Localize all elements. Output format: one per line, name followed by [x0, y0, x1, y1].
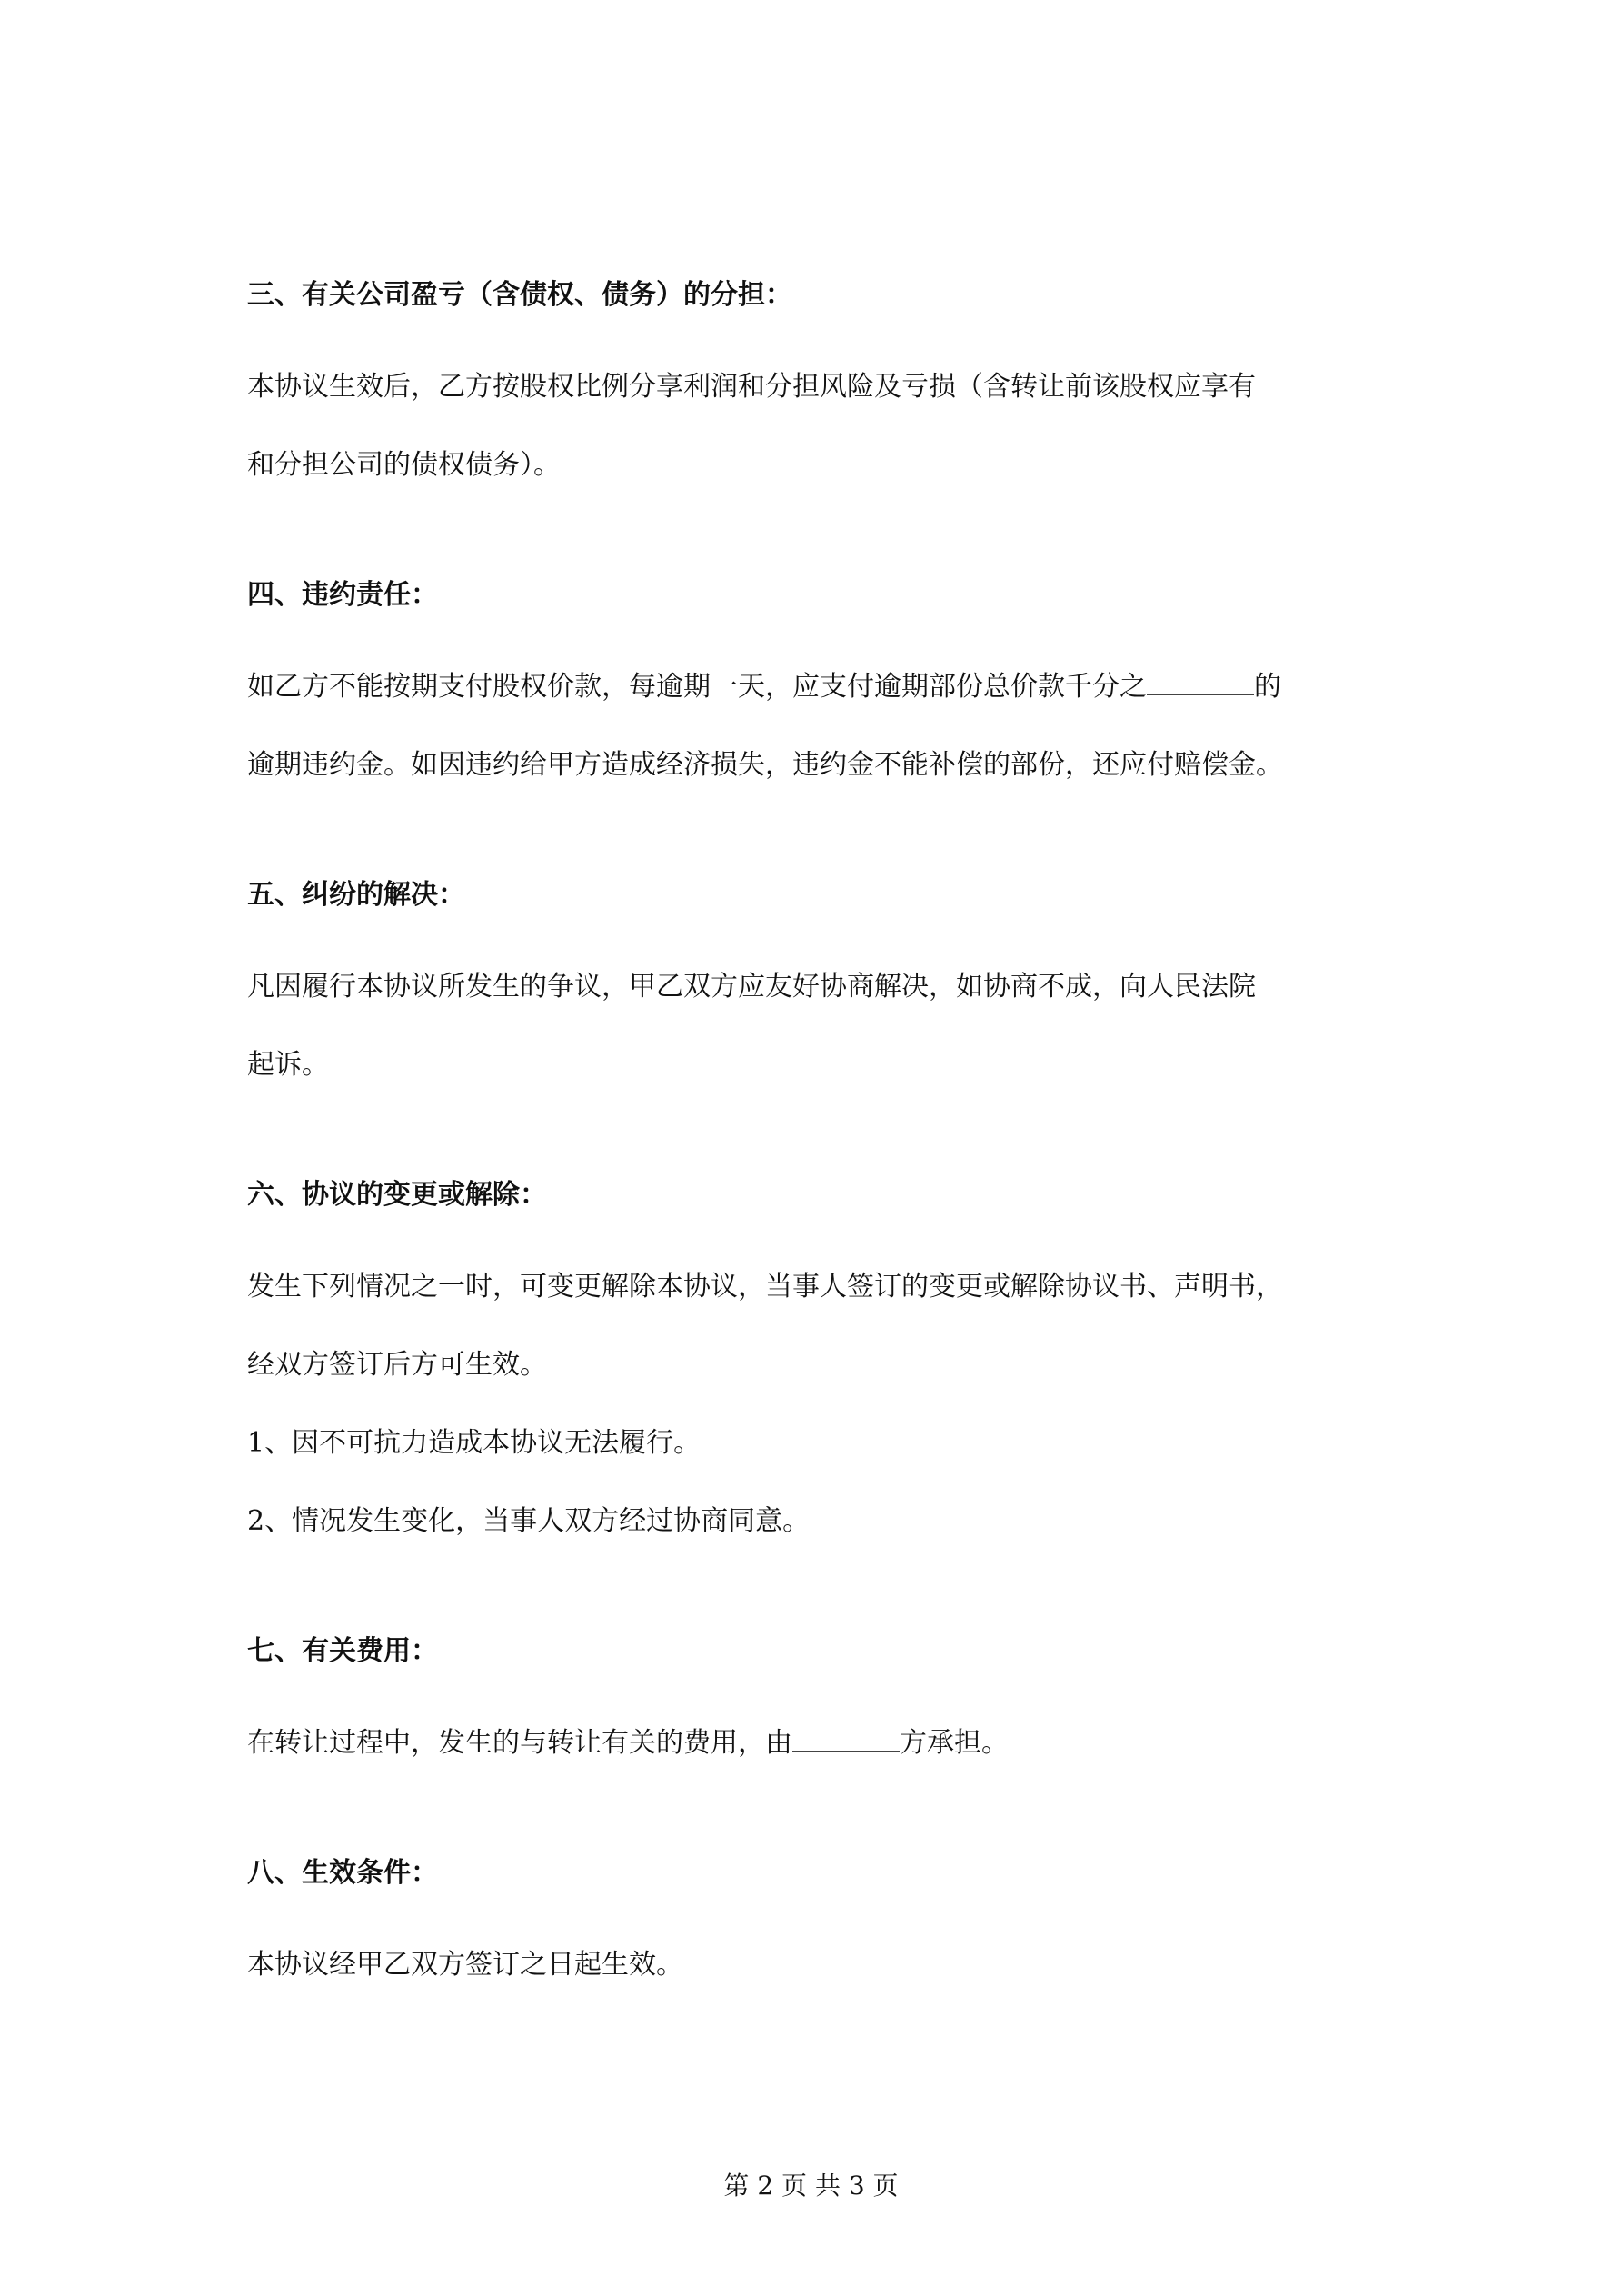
paragraph-line: 本协议生效后，乙方按股权比例分享利润和分担风险及亏损（含转让前该股权应享有 — [247, 371, 1256, 403]
paragraph-line: 2、情况发生变化，当事人双方经过协商同意。 — [247, 1505, 811, 1537]
section-heading: 五、纠纷的解决： — [247, 879, 465, 911]
section-paragraph — [247, 1248, 1383, 1561]
section-dispute-resolution — [247, 868, 1383, 1104]
section-related-fees — [247, 1624, 1383, 1782]
paragraph-line — [247, 648, 1383, 726]
line-text: 如乙方不能按期支付股权价款，每逾期一天，应支付逾期部份总价款千分之 — [247, 671, 1147, 703]
section-heading: 四、违约责任： — [247, 579, 438, 611]
section-breach-liability — [247, 568, 1383, 804]
section-paragraph — [247, 648, 1383, 804]
paragraph-line: 起诉。 — [247, 1049, 329, 1081]
paragraph-line: 本协议经甲乙双方签订之日起生效。 — [247, 1949, 683, 1981]
document-body — [247, 268, 1383, 2068]
paragraph-line: 1、因不可抗力造成本协议无法履行。 — [247, 1427, 702, 1459]
section-paragraph — [247, 948, 1383, 1104]
section-paragraph — [247, 1926, 1383, 2004]
section-paragraph — [247, 1704, 1383, 1782]
section-heading: 三、有关公司盈亏（含债权、债务）的分担： — [247, 279, 792, 311]
line-text: 在转让过程中，发生的与转让有关的费用，由 — [247, 1727, 792, 1759]
section-heading: 八、生效条件： — [247, 1857, 438, 1889]
paragraph-line: 和分担公司的债权债务）。 — [247, 449, 561, 481]
page-number-footer: 第 2 页 共 3 页 — [723, 2171, 899, 2201]
paragraph-line: 逾期违约金。如因违约给甲方造成经济损失，违约金不能补偿的部份，还应付赔偿金。 — [247, 749, 1283, 781]
paragraph-line — [247, 1704, 1383, 1782]
section-effective-conditions — [247, 1846, 1383, 2004]
paragraph-line: 经双方签订后方可生效。 — [247, 1349, 547, 1381]
section-heading: 六、协议的变更或解除： — [247, 1179, 547, 1211]
paragraph-line: 凡因履行本协议所发生的争议，甲乙双方应友好协商解决，如协商不成，向人民法院 — [247, 971, 1256, 1003]
section-paragraph — [247, 348, 1383, 504]
fill-in-blank — [792, 1723, 900, 1752]
section-profit-loss — [247, 268, 1383, 504]
line-text: 方承担。 — [900, 1727, 1009, 1759]
line-text: 的 — [1254, 671, 1281, 703]
section-heading: 七、有关费用： — [247, 1635, 438, 1667]
paragraph-line: 发生下列情况之一时，可变更解除本协议，当事人签订的变更或解除协议书、声明书， — [247, 1271, 1283, 1303]
section-amendment-termination — [247, 1168, 1383, 1561]
fill-in-blank — [1147, 667, 1254, 695]
